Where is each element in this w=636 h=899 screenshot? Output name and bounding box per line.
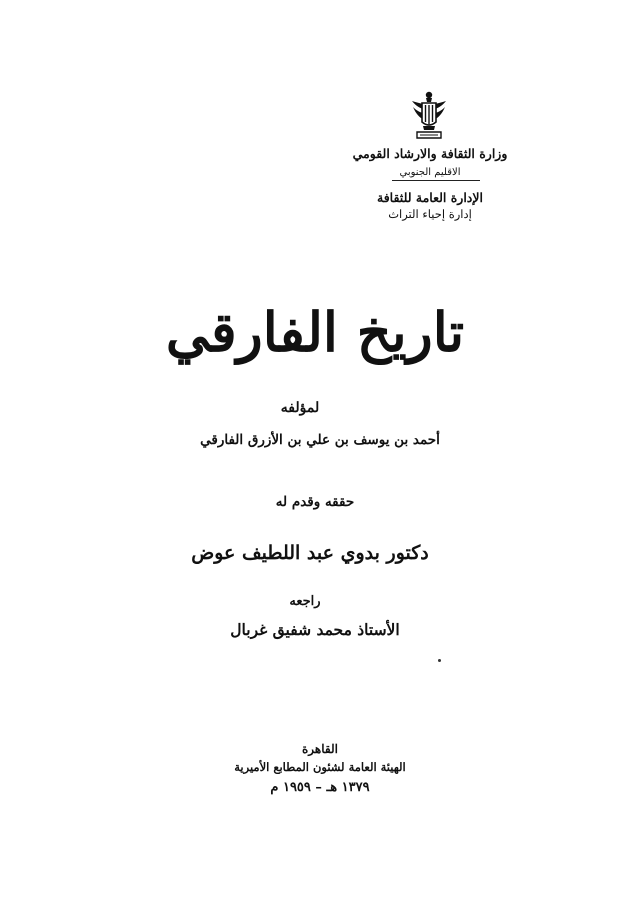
office-name: إدارة إحياء التراث	[388, 207, 472, 221]
imprint-city: القاهرة	[302, 742, 338, 756]
imprint-date: ١٣٧٩ هـ – ١٩٥٩ م	[270, 780, 370, 795]
edited-label: حققه وقدم له	[275, 494, 355, 510]
eagle-emblem-icon	[410, 88, 448, 140]
author-name: أحمد بن يوسف بن علي بن الأزرق الفارقي	[200, 432, 440, 448]
imprint-publisher: الهيئة العامة لشئون المطابع الأميرية	[234, 760, 406, 774]
department-name: الإدارة العامة للثقافة	[377, 190, 483, 205]
ink-speck	[438, 659, 441, 662]
editor-name: دكتور بدوي عبد اللطيف عوض	[191, 542, 429, 564]
imprint	[230, 742, 410, 795]
author-label: لمؤلفه	[280, 400, 320, 416]
book-title: تاريخ الفارقي	[165, 300, 465, 364]
publisher-header	[340, 146, 520, 221]
region-name: الاقليم الجنوبي	[399, 167, 461, 178]
reviewer-name: الأستاذ محمد شفيق غربال	[230, 620, 400, 639]
divider	[392, 180, 480, 181]
ministry-name: وزارة الثقافة والارشاد القومي	[352, 146, 508, 161]
reviewed-label: راجعه	[289, 594, 321, 609]
